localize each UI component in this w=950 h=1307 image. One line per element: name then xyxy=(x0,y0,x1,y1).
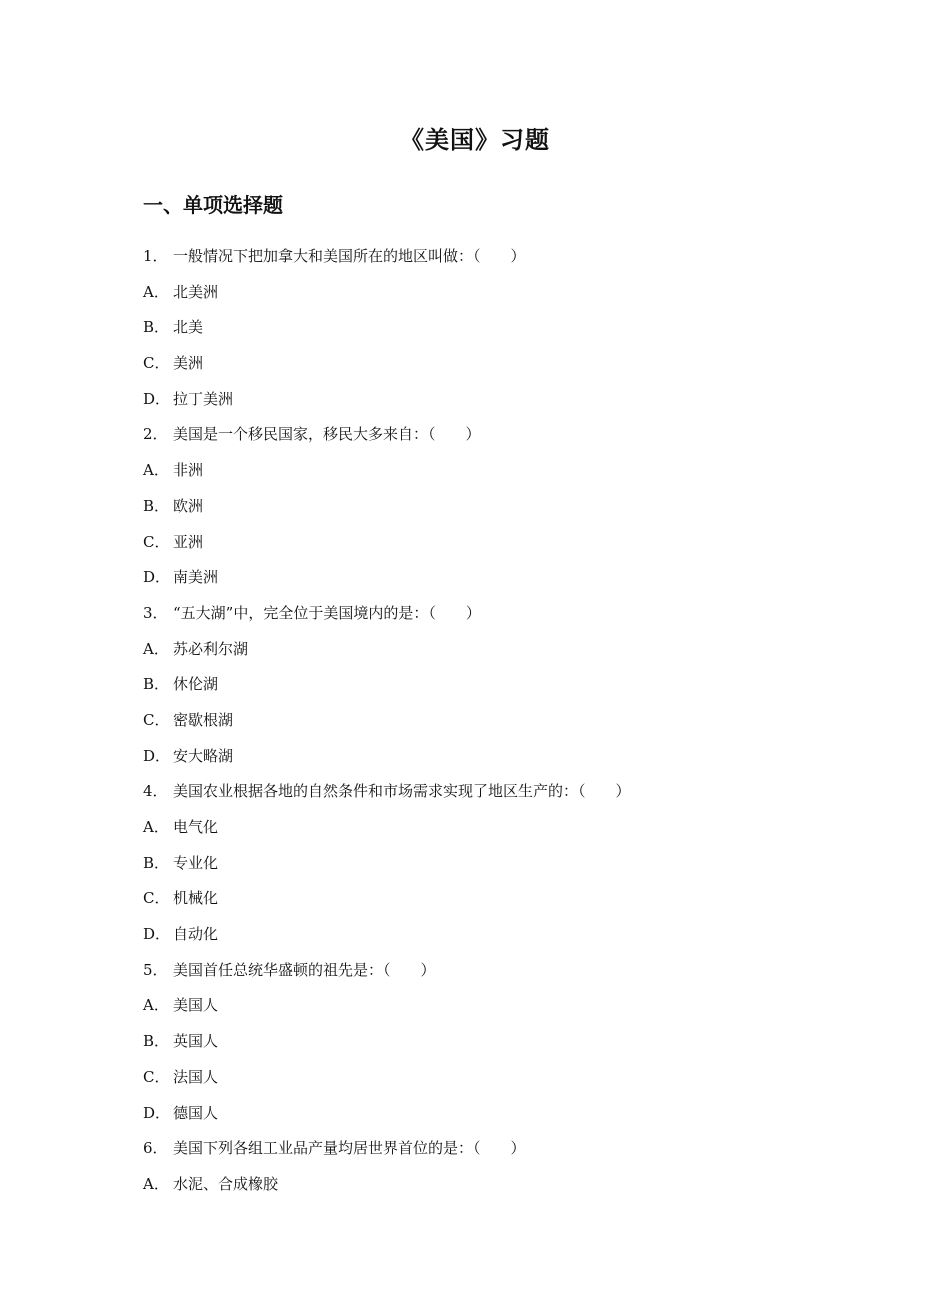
option-1a xyxy=(143,280,843,316)
option-text: 亚洲 xyxy=(173,532,204,551)
option-1c xyxy=(143,351,843,387)
question-3 xyxy=(143,601,843,637)
option-letter: A． xyxy=(143,461,169,480)
option-letter: A． xyxy=(143,1174,169,1193)
option-2a xyxy=(143,458,843,494)
option-4d xyxy=(143,922,843,958)
option-text: 美国人 xyxy=(173,996,219,1015)
option-letter: A． xyxy=(143,282,169,301)
option-letter: C． xyxy=(143,889,170,908)
option-text: 美洲 xyxy=(173,354,204,373)
option-2d xyxy=(143,565,843,601)
section-heading: 一、单项选择题 xyxy=(143,193,283,217)
option-5c xyxy=(143,1065,843,1101)
option-letter: C． xyxy=(143,710,170,729)
option-text: 密歇根湖 xyxy=(173,710,234,729)
option-text: 拉丁美洲 xyxy=(173,389,234,408)
question-text: 美国农业根据各地的自然条件和市场需求实现了地区生产的：（ ） xyxy=(173,782,631,801)
option-text: 安大略湖 xyxy=(173,746,234,765)
question-4 xyxy=(143,779,843,815)
option-letter: B． xyxy=(143,853,170,872)
option-4c xyxy=(143,886,843,922)
question-text: 美国首任总统华盛顿的祖先是：（ ） xyxy=(173,960,436,979)
option-text: 电气化 xyxy=(173,818,219,836)
option-letter: D． xyxy=(143,746,171,765)
option-letter: B． xyxy=(143,496,170,515)
option-letter: C． xyxy=(143,532,170,551)
option-letter: C． xyxy=(143,354,170,373)
option-text: 英国人 xyxy=(173,1032,219,1051)
option-letter: B． xyxy=(143,1032,170,1051)
option-2b xyxy=(143,494,843,530)
option-letter: D． xyxy=(143,925,171,944)
question-1 xyxy=(143,244,843,280)
option-letter: D． xyxy=(143,389,171,408)
option-text: 法国人 xyxy=(173,1067,219,1086)
option-text: 苏必利尔湖 xyxy=(173,639,249,658)
option-3c xyxy=(143,708,843,744)
option-letter: D． xyxy=(143,568,171,587)
question-list xyxy=(143,244,843,1208)
option-letter: A． xyxy=(143,639,169,658)
option-4b xyxy=(143,851,843,887)
option-3a xyxy=(143,637,843,673)
question-number: 4． xyxy=(143,782,168,801)
option-2c xyxy=(143,530,843,566)
question-text: 美国是一个移民国家，移民大多来自：（ ） xyxy=(173,425,481,444)
option-text: 南美洲 xyxy=(173,568,219,587)
question-5 xyxy=(143,958,843,994)
question-number: 5． xyxy=(143,960,168,979)
option-text: 德国人 xyxy=(173,1103,219,1122)
option-text: 北美 xyxy=(173,318,204,337)
question-number: 3． xyxy=(143,603,168,622)
question-text: “五大湖”中，完全位于美国境内的是：（ ） xyxy=(173,603,481,622)
option-1d xyxy=(143,387,843,423)
option-text: 水泥、合成橡胶 xyxy=(173,1174,279,1193)
question-text: 一般情况下把加拿大和美国所在的地区叫做：（ ） xyxy=(173,247,526,265)
option-text: 专业化 xyxy=(173,853,219,872)
option-1b xyxy=(143,315,843,351)
option-5a xyxy=(143,993,843,1029)
option-5d xyxy=(143,1101,843,1137)
option-text: 欧洲 xyxy=(173,496,204,515)
option-text: 机械化 xyxy=(173,889,219,908)
option-5b xyxy=(143,1029,843,1065)
option-text: 自动化 xyxy=(173,925,219,944)
option-6a xyxy=(143,1172,843,1208)
option-text: 非洲 xyxy=(173,461,204,480)
option-letter: A． xyxy=(143,818,169,836)
option-letter: B． xyxy=(143,675,170,694)
question-number: 1． xyxy=(143,247,168,265)
question-text: 美国下列各组工业品产量均居世界首位的是：（ ） xyxy=(173,1139,526,1158)
option-letter: C． xyxy=(143,1067,170,1086)
option-letter: B． xyxy=(143,318,170,337)
option-letter: A． xyxy=(143,996,169,1015)
question-number: 6． xyxy=(143,1139,168,1158)
option-3d xyxy=(143,744,843,780)
option-text: 休伦湖 xyxy=(173,675,219,694)
option-letter: D． xyxy=(143,1103,171,1122)
option-text: 北美洲 xyxy=(173,282,219,301)
option-4a xyxy=(143,815,843,851)
question-number: 2． xyxy=(143,425,168,444)
option-3b xyxy=(143,672,843,708)
page-title: 《美国》习题 xyxy=(400,125,550,154)
question-6 xyxy=(143,1136,843,1172)
question-2 xyxy=(143,422,843,458)
